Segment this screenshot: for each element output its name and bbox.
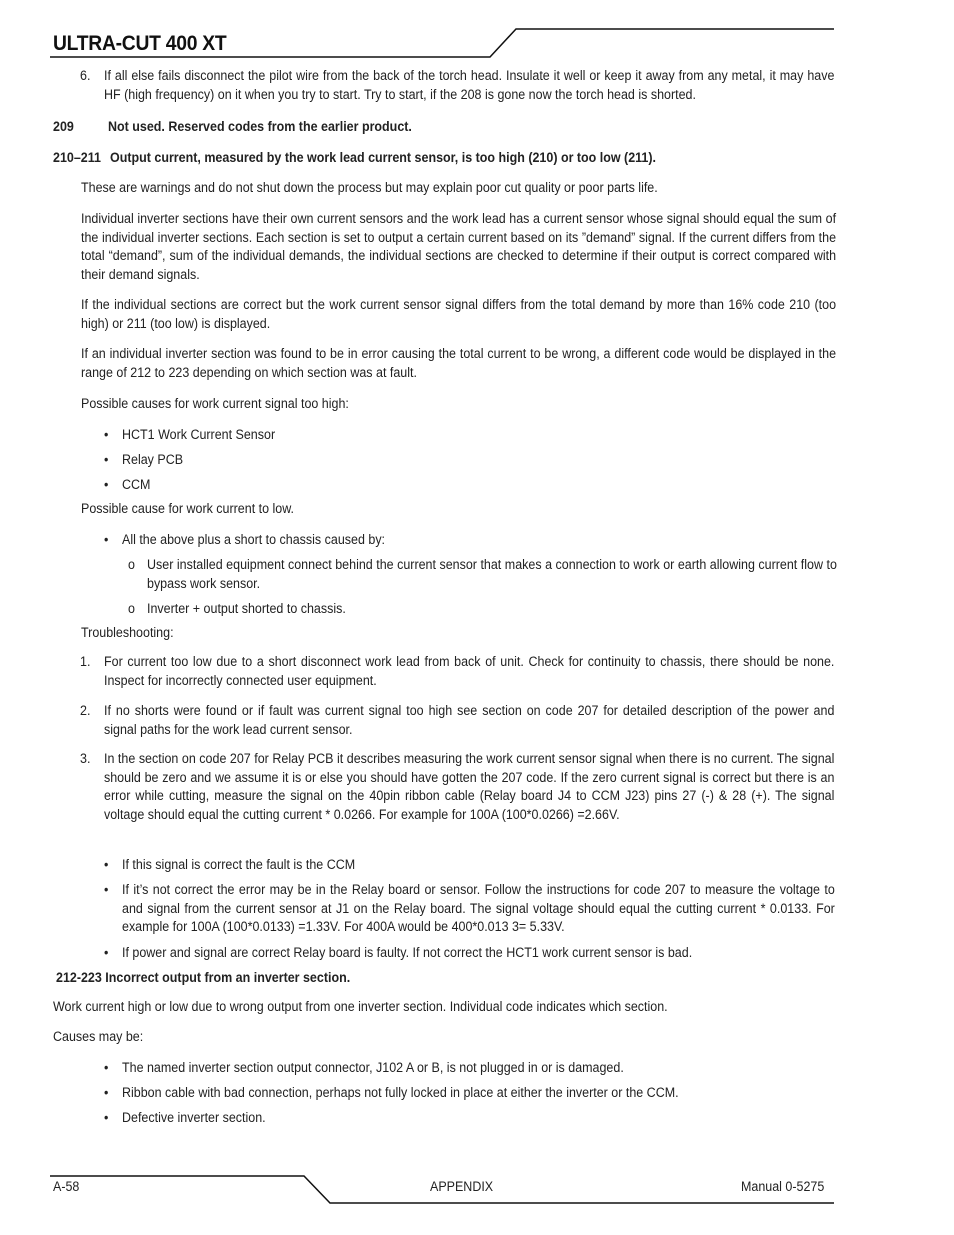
- code-number: 209: [53, 119, 74, 135]
- paragraph: Possible causes for work current signal too high:: [81, 396, 349, 412]
- bullet-mark: •: [104, 452, 109, 468]
- bullet-mark: •: [104, 1085, 109, 1101]
- sub-bullet-mark: o: [128, 601, 135, 617]
- paragraph: Possible cause for work current to low.: [81, 501, 295, 517]
- code-number: 210–211: [53, 150, 101, 166]
- code-heading: Output current, measured by the work lead current sensor, is too high (210) or too low (211).: [110, 150, 656, 166]
- bullet-mark: •: [104, 532, 109, 548]
- list-item-text: For current too low due to a short disconnect work lead from back of unit. Check for continuity to chassis, there should be none. Inspect for incorrectly connected user equipment.: [104, 654, 835, 689]
- bullet-text: CCM: [122, 477, 151, 493]
- bullet-text: The named inverter section output connector, J102 A or B, is not plugged in or is damaged.: [122, 1060, 624, 1076]
- bullet-text: Ribbon cable with bad connection, perhaps not fully locked in place at either the inverter or the CCM.: [122, 1085, 679, 1101]
- bullet-text: Defective inverter section.: [122, 1110, 266, 1126]
- list-number: 2.: [80, 703, 91, 719]
- sub-bullet-text: User installed equipment connect behind the current sensor that makes a connection to work or earth allowing current flow to bypass work sensor.: [147, 557, 837, 592]
- paragraph: Causes may be:: [53, 1029, 144, 1045]
- document-title: ULTRA-CUT 400 XT: [53, 32, 227, 55]
- manual-number: Manual 0-5275: [741, 1179, 825, 1195]
- paragraph: Troubleshooting:: [81, 625, 174, 641]
- code-heading: Not used. Reserved codes from the earlier product.: [108, 119, 412, 135]
- bullet-text: All the above plus a short to chassis caused by:: [122, 532, 386, 548]
- page-number: A-58: [53, 1179, 80, 1195]
- bullet-mark: •: [104, 427, 109, 443]
- list-number: 3.: [80, 751, 91, 767]
- sub-bullet-mark: o: [128, 557, 135, 573]
- bullet-text: Relay PCB: [122, 452, 184, 468]
- bullet-mark: •: [104, 945, 109, 961]
- list-item-text: If all else fails disconnect the pilot wire from the back of the torch head. Insulate it well or keep it away from any metal, it may have HF (high frequency) on it when you try to start. Try to start, if the 208 is gone now the torch head is shorted.: [104, 68, 835, 103]
- paragraph: Work current high or low due to wrong output from one inverter section. Individual code indicates which section.: [53, 999, 668, 1015]
- code-heading: 212-223 Incorrect output from an inverter section.: [56, 970, 351, 986]
- bullet-text: If it’s not correct the error may be in the Relay board or sensor. Follow the instructions for code 207 to measure the voltage to and signal from the current sensor at J1 on the Relay board. The signal voltage should equal the cutting current * 0.0133. For example for 100A (100*0.0133) =1.33V. For 400A would be 400*0.013 3= 5.33V.: [122, 882, 835, 936]
- list-item-text: If no shorts were found or if fault was current signal too high see section on code 207 for detailed description of the power and signal paths for the work lead current sensor.: [104, 703, 835, 738]
- sub-bullet-text: Inverter + output shorted to chassis.: [147, 601, 346, 617]
- bullet-mark: •: [104, 1110, 109, 1126]
- bullet-mark: •: [104, 477, 109, 493]
- list-number: 6.: [80, 68, 91, 84]
- list-number: 1.: [80, 654, 91, 670]
- paragraph: If an individual inverter section was found to be in error causing the total current to be wrong, a different code would be displayed in the range of 212 to 223 depending on which section was at fault.: [81, 346, 837, 381]
- bullet-text: HCT1 Work Current Sensor: [122, 427, 276, 443]
- bullet-mark: •: [104, 857, 109, 873]
- bullet-mark: •: [104, 882, 109, 898]
- bullet-mark: •: [104, 1060, 109, 1076]
- paragraph: If the individual sections are correct but the work current sensor signal differs from the total demand by more than 16% code 210 (too high) or 211 (too low) is displayed.: [81, 297, 837, 332]
- paragraph: Individual inverter sections have their own current sensors and the work lead has a current sensor whose signal should equal the sum of the individual inverter sections. Each section is set to output a certain current based on its ”demand” signal. If the current differs from the total “demand”, sum of the individual demands, the individual sections are checked to determine if their output is correct compared with their demand signals.: [81, 211, 837, 283]
- bullet-text: If this signal is correct the fault is the CCM: [122, 857, 356, 873]
- list-item-text: In the section on code 207 for Relay PCB it describes measuring the work current sensor signal when there is no current. The signal should be zero and we assume it is or else you should have gotten the 207 code. If the zero current signal is correct but there is an error while cutting, measure the signal on the 40pin ribbon cable (Relay board J4 to CCM J23) pins 27 (-) & 28 (+). The signal voltage should equal the cutting current * 0.0266. For example for 100A (100*0.0266) =2.66V.: [104, 751, 835, 823]
- paragraph: These are warnings and do not shut down the process but may explain poor cut quality or poor parts life.: [81, 180, 658, 196]
- footer-section: APPENDIX: [430, 1179, 494, 1195]
- bullet-text: If power and signal are correct Relay board is faulty. If not correct the HCT1 work current sensor is bad.: [122, 945, 693, 961]
